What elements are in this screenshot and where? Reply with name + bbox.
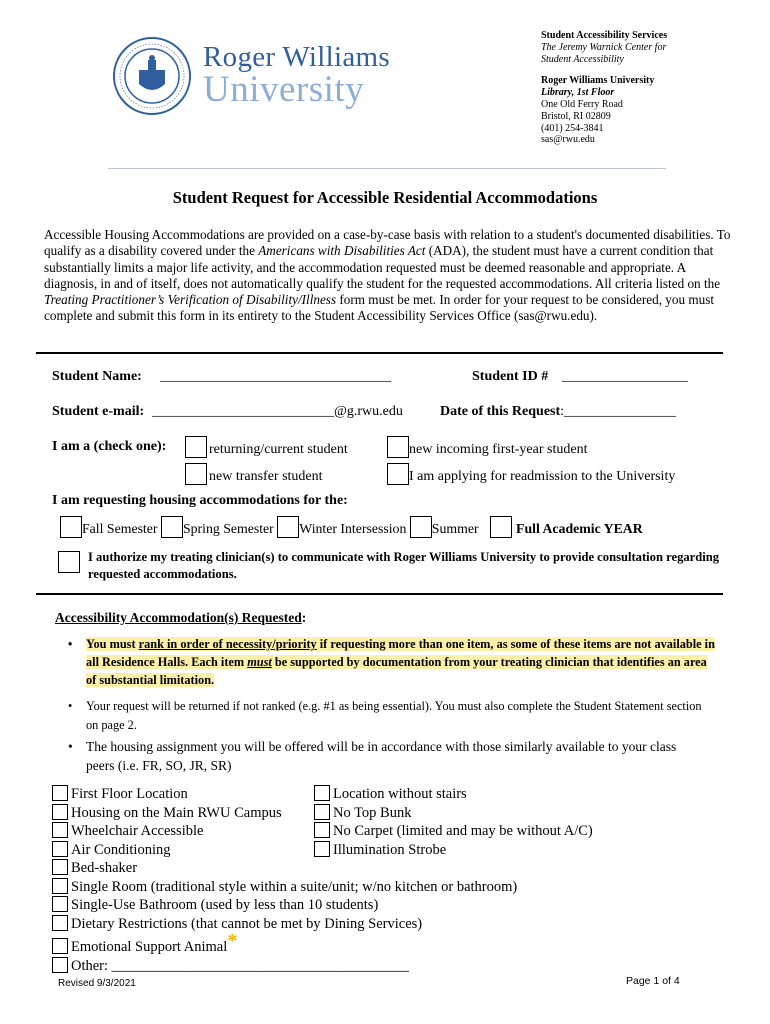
item-label: Wheelchair Accessible bbox=[71, 823, 204, 839]
office-contact-block bbox=[541, 30, 667, 146]
checkbox-item[interactable] bbox=[314, 804, 330, 820]
page-title: Student Request for Accessible Residential Accommodations bbox=[172, 188, 598, 207]
checkbox-item[interactable] bbox=[52, 878, 68, 894]
asterisk-icon: * bbox=[227, 930, 238, 952]
item-label: Air Conditioning bbox=[71, 841, 171, 858]
checkbox-item[interactable] bbox=[52, 896, 68, 912]
logo-line1: Roger Williams bbox=[203, 41, 390, 73]
section-divider-2 bbox=[36, 593, 723, 595]
authorize-text: I authorize my treating clinician(s) to communicate with Roger Williams University to provide consultation regarding requested accommodations. bbox=[88, 550, 720, 581]
checkbox-item[interactable] bbox=[52, 785, 68, 801]
center-line1: The Jeremy Warnick Center for bbox=[541, 41, 667, 53]
other-field[interactable]: _________________________________________ bbox=[111, 957, 409, 974]
center-line2: Student Accessibility bbox=[541, 53, 624, 65]
item-label: Single Room (traditional style within a suite/unit; w/no kitchen or bathroom) bbox=[71, 878, 518, 895]
checkbox-esa[interactable] bbox=[52, 938, 68, 954]
option-returning[interactable] bbox=[185, 436, 348, 458]
student-id-field[interactable]: __________________ bbox=[562, 369, 688, 384]
list-item[interactable] bbox=[52, 878, 517, 897]
item-label: Dietary Restrictions (that cannot be met by Dining Services) bbox=[71, 915, 423, 932]
office-city: Bristol, RI 02809 bbox=[541, 110, 611, 122]
item-label: Location without stairs bbox=[333, 786, 467, 802]
item-label: Single-Use Bathroom (used by less than 10 students) bbox=[71, 897, 379, 913]
bullet1-b: if requesting more than one item, as some of these items are not available in all Residence Halls. Each item bbox=[86, 637, 715, 669]
label-fall: Fall Semester bbox=[82, 521, 158, 536]
checkbox-summer[interactable] bbox=[410, 516, 432, 538]
student-id-label: Student ID # bbox=[472, 369, 549, 384]
intro-text-1: Accessible Housing Accommodations are provided on a case-by-case basis with relation to a student's documented disabilities. To qualify as a disability covered under the bbox=[44, 227, 731, 259]
office-email: sas@rwu.edu bbox=[541, 134, 595, 146]
request-date bbox=[440, 404, 676, 420]
date-field[interactable]: :________________ bbox=[560, 404, 677, 419]
ada-text: Americans with Disabilities Act bbox=[258, 243, 426, 259]
checkbox-authorize[interactable] bbox=[58, 551, 80, 573]
label-summer: Summer bbox=[431, 521, 479, 536]
list-item-esa[interactable] bbox=[52, 930, 517, 957]
bullet1-rank: rank in order of necessity/priority bbox=[138, 637, 317, 651]
student-email-label: Student e-mail: bbox=[52, 404, 145, 419]
item-label: No Carpet (limited and may be without A/C) bbox=[333, 823, 593, 839]
label-full-year: Full Academic YEAR bbox=[516, 521, 643, 536]
checkbox-item[interactable] bbox=[52, 822, 68, 838]
bullet-2: • Your request will be returned if not ranked (e.g. #1 as being essential). You must also complete the Student Statement section on page 2. bbox=[68, 697, 708, 734]
checkbox-item[interactable] bbox=[52, 915, 68, 931]
email-blank[interactable]: __________________________ bbox=[152, 404, 334, 419]
label-new-first-year: new incoming first-year student bbox=[409, 442, 588, 457]
accommodation-list-right bbox=[314, 785, 593, 859]
bullet1-must: must bbox=[247, 655, 272, 669]
list-item[interactable] bbox=[52, 915, 517, 934]
logo-wordmark bbox=[203, 42, 390, 108]
checkbox-winter[interactable] bbox=[277, 516, 299, 538]
checkbox-transfer[interactable] bbox=[185, 463, 207, 485]
checkbox-item[interactable] bbox=[52, 841, 68, 857]
list-item-other[interactable] bbox=[52, 957, 517, 976]
check-one-label: I am a (check one): bbox=[52, 439, 167, 454]
section-divider bbox=[36, 352, 723, 354]
label-transfer: new transfer student bbox=[209, 469, 323, 484]
student-name-field[interactable]: _________________________________ bbox=[160, 369, 391, 384]
esa-label: Emotional Support Animal bbox=[71, 939, 228, 955]
revised-date: Revised 9/3/2021 bbox=[58, 978, 136, 989]
list-item[interactable] bbox=[52, 896, 517, 915]
checkbox-full-year[interactable] bbox=[490, 516, 512, 538]
office-phone: (401) 254-3841 bbox=[541, 122, 604, 134]
list-item[interactable] bbox=[52, 859, 517, 878]
checkbox-item[interactable] bbox=[314, 841, 330, 857]
label-spring: Spring Semester bbox=[182, 521, 274, 536]
label-winter: Winter Intersession bbox=[299, 521, 407, 536]
item-label: Housing on the Main RWU Campus bbox=[71, 804, 282, 821]
student-name-label: Student Name: bbox=[52, 369, 142, 384]
checkbox-item[interactable] bbox=[314, 822, 330, 838]
option-transfer[interactable] bbox=[185, 463, 323, 485]
option-new-first-year[interactable] bbox=[387, 436, 587, 458]
accommodations-heading: Accessibility Accommodation(s) Requested: bbox=[55, 610, 307, 625]
bullet1-c: be supported by documentation from your treating clinician that identifies an area of substantial limitation. bbox=[86, 655, 707, 687]
accommodations-heading-text: Accessibility Accommodation(s) Requested bbox=[55, 610, 302, 625]
label-readmission: I am applying for readmission to the University bbox=[409, 469, 676, 484]
logo-line2: University bbox=[203, 69, 365, 110]
intro-text-3: form must be met. In order for your request to be considered, you must complete and submit this form in its entirety to the Student Accessibility Services Office (sas@rwu.edu). bbox=[44, 292, 715, 324]
list-item[interactable] bbox=[314, 822, 593, 841]
list-item[interactable] bbox=[314, 785, 593, 804]
label-returning: returning/current student bbox=[209, 442, 348, 457]
semester-heading: I am requesting housing accommodations for the: bbox=[52, 493, 348, 508]
email-domain: @g.rwu.edu bbox=[334, 404, 403, 419]
bullet1-a: You must bbox=[86, 637, 139, 651]
office-street: One Old Ferry Road bbox=[541, 98, 623, 110]
checkbox-item[interactable] bbox=[314, 785, 330, 801]
bullet3-text: The housing assignment you will be offered will be in accordance with those similarly available to your class peers (i.e. FR, SO, JR, SR) bbox=[86, 739, 677, 773]
student-email-field[interactable] bbox=[152, 404, 403, 420]
option-readmission[interactable] bbox=[387, 463, 675, 485]
item-label: First Floor Location bbox=[71, 786, 188, 802]
office-location: Library, 1st Floor bbox=[541, 87, 615, 99]
list-item[interactable] bbox=[314, 804, 593, 823]
checkbox-other[interactable] bbox=[52, 957, 68, 973]
intro-text-2: (ADA), the student must have a current condition that substantially limits a major life activity, and the accommodation requested must be deemed reasonable and appropriate. A diagnosis, in and of itself, does not automatically qualify the student for the requested accommodations. All criteria listed on the bbox=[44, 243, 721, 291]
intro-paragraph bbox=[44, 227, 734, 325]
checkbox-item[interactable] bbox=[52, 859, 68, 875]
date-label: Date of this Request bbox=[440, 404, 561, 419]
form-name-text: Treating Practitioner’s Verification of Disability/Illness bbox=[44, 292, 337, 308]
checkbox-new-first-year[interactable] bbox=[387, 436, 409, 458]
bullet-3: • The housing assignment you will be offered will be in accordance with those similarly available to your class peers (i.e. FR, SO, JR, SR) bbox=[68, 737, 708, 775]
checkbox-item[interactable] bbox=[52, 804, 68, 820]
checkbox-fall[interactable] bbox=[60, 516, 82, 538]
office-title: Student Accessibility Services bbox=[541, 30, 668, 41]
bullet2-text: Your request will be returned if not ranked (e.g. #1 as being essential). You must also complete the Student Statement section on page 2. bbox=[86, 699, 702, 732]
page-number: Page 1 of 4 bbox=[626, 975, 680, 987]
item-label: Illumination Strobe bbox=[333, 841, 447, 858]
checkbox-readmission[interactable] bbox=[387, 463, 409, 485]
checkbox-spring[interactable] bbox=[161, 516, 183, 538]
other-label: Other: bbox=[71, 957, 112, 974]
list-item[interactable] bbox=[314, 841, 593, 860]
header-divider bbox=[108, 168, 666, 169]
semester-options bbox=[60, 516, 643, 538]
item-label: No Top Bunk bbox=[333, 804, 412, 821]
office-university: Roger Williams University bbox=[541, 75, 655, 87]
item-label: Bed-shaker bbox=[71, 860, 138, 876]
university-seal bbox=[112, 36, 192, 116]
bullet-1: • You must rank in order of necessity/priority if requesting more than one item, as some of these items are not available in all Residence Halls. Each item must be supported by documentation from your treating clinician that identifies an area of substantial limitation. bbox=[68, 637, 715, 687]
checkbox-returning[interactable] bbox=[185, 436, 207, 458]
authorize-checkbox-row[interactable] bbox=[58, 551, 80, 575]
